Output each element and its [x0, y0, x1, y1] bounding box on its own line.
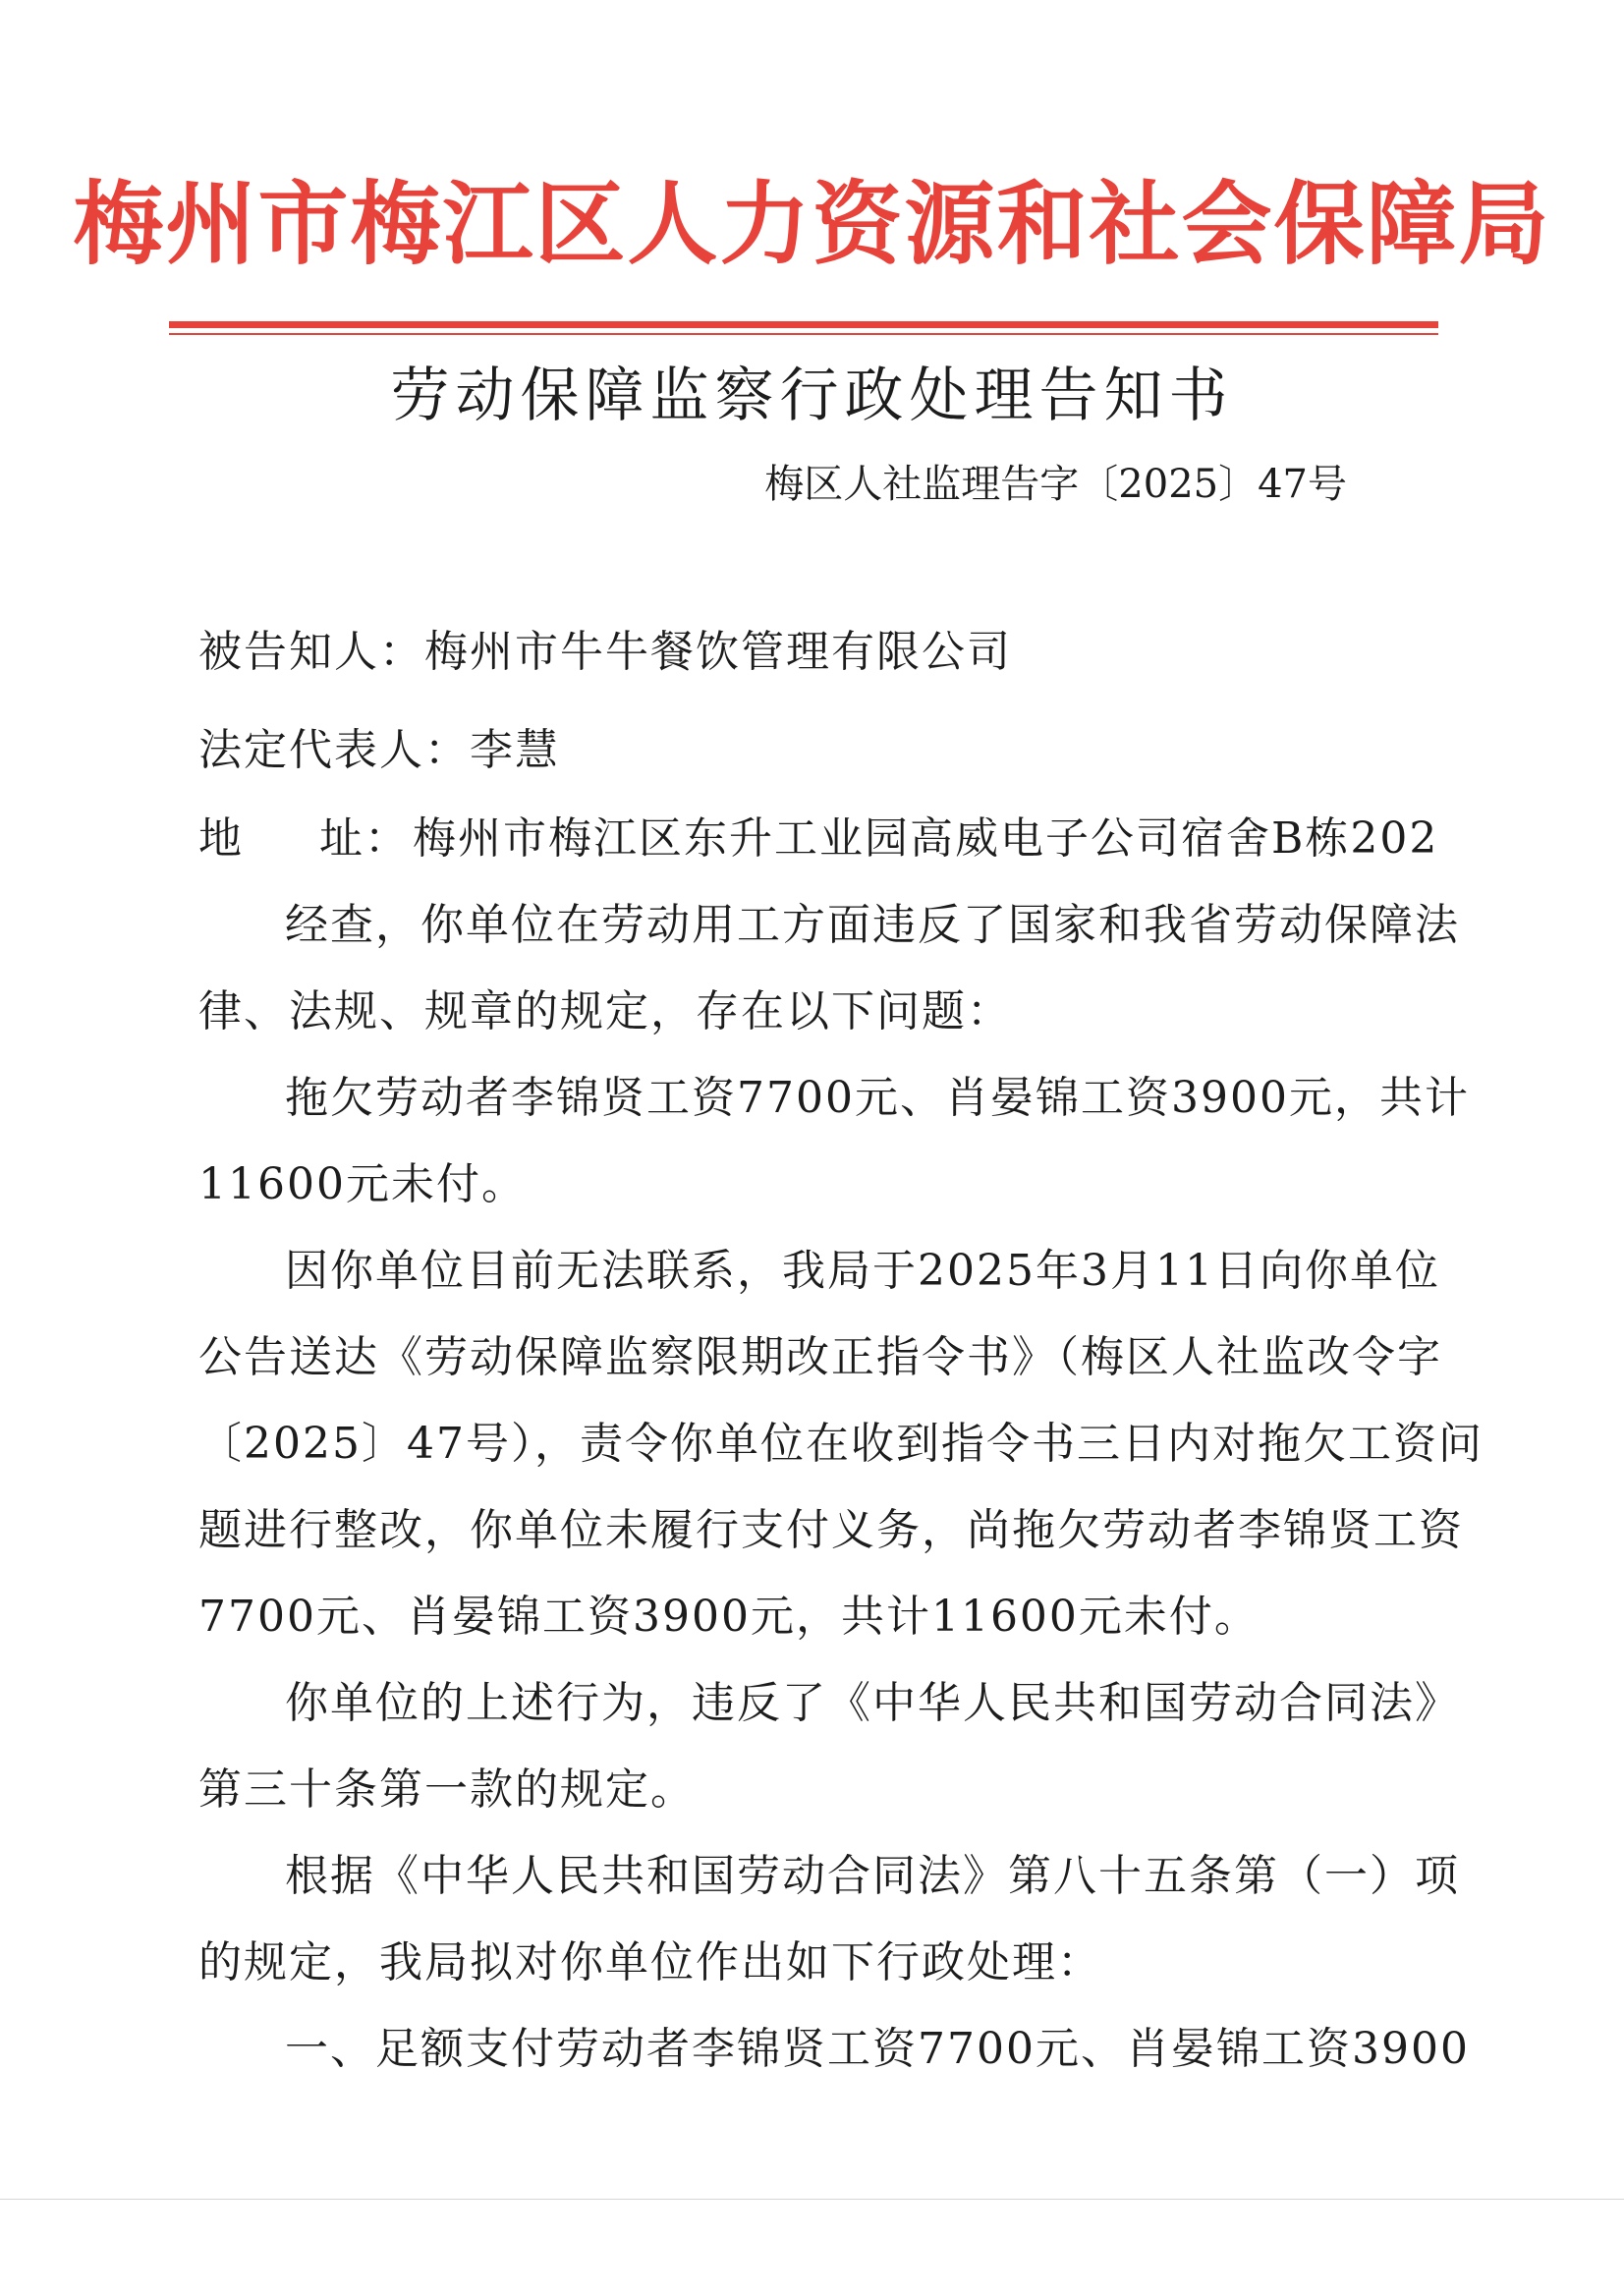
paragraph-1-line-1: 经查，你单位在劳动用工方面违反了国家和我省劳动保障法 [285, 900, 1460, 950]
document-number: 梅区人社监理告字〔2025〕47号 [764, 462, 1347, 507]
address-value: 梅州市梅江区东升工业园高威电子公司宿舍B栋202 [413, 813, 1439, 864]
paragraph-3-line-1: 因你单位目前无法联系，我局于2025年3月11日向你单位 [285, 1246, 1440, 1296]
paragraph-3-line-4: 题进行整改，你单位未履行支付义务，尚拖欠劳动者李锦贤工资 [198, 1505, 1464, 1555]
header-rule-thin [169, 333, 1438, 335]
paragraph-2-line-2: 11600元未付。 [198, 1159, 527, 1209]
address-label-part-1: 地 [198, 813, 244, 864]
issuing-authority-title: 梅州市梅江区人力资源和社会保障局 [73, 171, 1551, 277]
header-rule-thick [169, 321, 1438, 328]
paragraph-5-line-2: 的规定，我局拟对你单位作出如下行政处理： [198, 1937, 1102, 1987]
paragraph-6-line-1: 一、足额支付劳动者李锦贤工资7700元、肖晏锦工资3900 [285, 2024, 1470, 2074]
paragraph-5-line-1: 根据《中华人民共和国劳动合同法》第八十五条第（一）项 [285, 1851, 1460, 1901]
document-title: 劳动保障监察行政处理告知书 [390, 362, 1234, 430]
paragraph-3-line-3: 〔2025〕47号），责令你单位在收到指令书三日内对拖欠工资问 [198, 1419, 1484, 1469]
legal-representative: 法定代表人：李慧 [198, 725, 560, 775]
paragraph-3-line-5: 7700元、肖晏锦工资3900元，共计11600元未付。 [198, 1592, 1260, 1642]
paragraph-3-line-2: 公告送达《劳动保障监察限期改正指令书》（梅区人社监改令字 [198, 1332, 1442, 1382]
paragraph-4-line-2: 第三十条第一款的规定。 [198, 1764, 696, 1815]
page-bottom-scan-line [0, 2199, 1624, 2200]
paragraph-4-line-1: 你单位的上述行为，违反了《中华人民共和国劳动合同法》 [285, 1678, 1460, 1728]
paragraph-2-line-1: 拖欠劳动者李锦贤工资7700元、肖晏锦工资3900元，共计 [285, 1073, 1470, 1123]
address-label-part-2: 址： [319, 813, 410, 864]
paragraph-1-line-2: 律、法规、规章的规定，存在以下问题： [198, 986, 1012, 1036]
notified-party: 被告知人：梅州市牛牛餐饮管理有限公司 [198, 627, 1012, 677]
